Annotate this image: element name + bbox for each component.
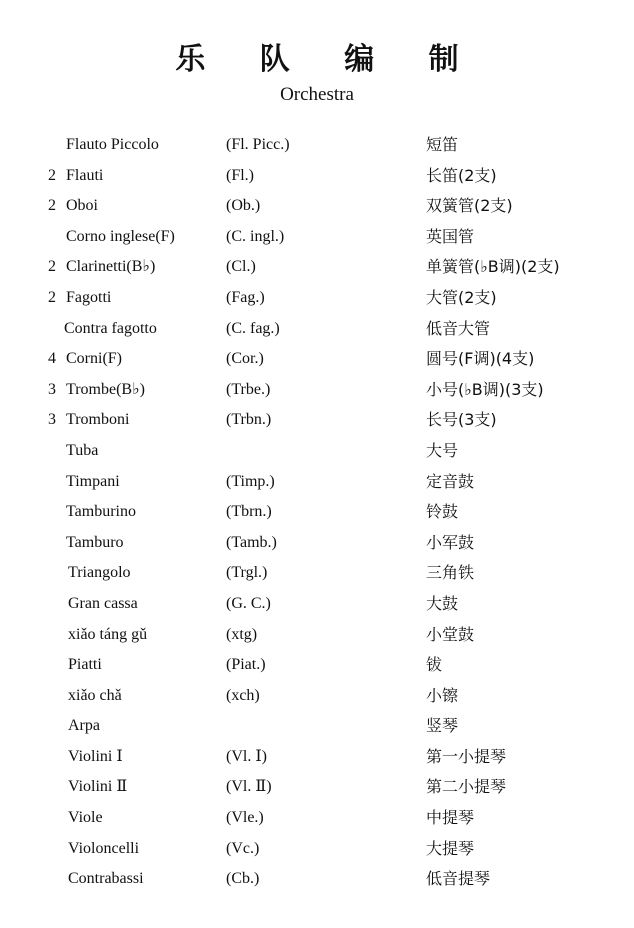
instrument-abbreviation: (C. fag.): [226, 319, 280, 337]
instrument-abbreviation: (Ob.): [226, 197, 261, 215]
instrument-name: xiǎo táng gǔ: [68, 625, 148, 643]
instrument-row: [0, 405, 634, 436]
instrument-row: [0, 130, 634, 161]
instrument-name: Contrabassi: [68, 870, 144, 888]
instrument-row: [0, 742, 634, 773]
instrument-name: Violini Ⅱ: [68, 778, 128, 796]
instrument-chinese-name: 小镲: [426, 685, 459, 705]
instrument-row: [0, 864, 634, 895]
instrument-name: Clarinetti(B♭): [66, 258, 156, 276]
instrument-abbreviation: (Tamb.): [226, 533, 277, 551]
instrument-row: [0, 497, 634, 528]
instrument-list: [0, 130, 634, 895]
instrument-row: [0, 834, 634, 865]
instrument-abbreviation: (Vl. Ⅰ): [226, 747, 267, 765]
instrument-chinese-name: 圆号(F调)(4支): [426, 349, 535, 369]
instrument-name: xiǎo chǎ: [68, 686, 122, 704]
instrument-name: Oboi: [66, 197, 98, 215]
instrument-abbreviation: (Fl. Picc.): [226, 136, 290, 153]
instrument-chinese-name: 竖琴: [426, 716, 459, 736]
instrument-abbreviation: (G. C.): [226, 594, 271, 612]
instrument-name: Timpani: [66, 472, 120, 490]
instrument-chinese-name: 定音鼓: [426, 471, 475, 491]
instrument-row: [0, 252, 634, 283]
instrument-chinese-name: 大鼓: [426, 593, 459, 613]
instrument-row: [0, 711, 634, 742]
instrument-row: [0, 620, 634, 651]
instrument-abbreviation: (Cor.): [226, 350, 264, 368]
instrument-chinese-name: 大管(2支): [426, 287, 497, 307]
instrument-chinese-name: 英国管: [426, 226, 475, 246]
instrument-chinese-name: 钹: [426, 655, 443, 675]
instrument-row: [0, 772, 634, 803]
instrument-row: [0, 314, 634, 345]
instrument-abbreviation: (Cb.): [226, 870, 260, 888]
instrument-name: Trombe(B♭): [66, 380, 145, 398]
instrument-row: [0, 681, 634, 712]
instrument-chinese-name: 单簧管(♭B调)(2支): [426, 257, 560, 277]
instrument-count: 4: [48, 350, 56, 368]
instrument-chinese-name: 三角铁: [426, 563, 475, 583]
instrument-chinese-name: 小堂鼓: [426, 624, 475, 644]
instrument-abbreviation: (Vl. Ⅱ): [226, 778, 272, 796]
instrument-row: [0, 436, 634, 467]
instrument-name: Arpa: [68, 717, 100, 735]
instrument-name: Flauti: [66, 166, 104, 184]
instrument-row: [0, 467, 634, 498]
instrument-chinese-name: 低音大管: [426, 318, 491, 338]
instrument-count: 2: [48, 258, 56, 276]
instrument-name: Piatti: [68, 656, 102, 674]
instrument-abbreviation: (Trbe.): [226, 380, 271, 398]
page-title: 乐 队 编 制: [175, 42, 481, 77]
instrument-chinese-name: 第二小提琴: [426, 777, 507, 797]
instrument-name: Fagotti: [66, 288, 112, 306]
instrument-chinese-name: 大提琴: [426, 838, 475, 858]
page-subtitle: Orchestra: [280, 84, 354, 105]
instrument-row: [0, 191, 634, 222]
instrument-abbreviation: (xtg): [226, 625, 258, 643]
instrument-abbreviation: (Cl.): [226, 258, 256, 276]
instrument-name: Corno inglese(F): [66, 227, 175, 245]
instrument-name: Violini Ⅰ: [68, 747, 123, 765]
instrument-count: 2: [48, 288, 56, 306]
instrument-name: Triangolo: [68, 564, 131, 582]
instrument-count: 2: [48, 166, 56, 184]
instrument-abbreviation: (C. ingl.): [226, 227, 285, 245]
instrument-abbreviation: (Timp.): [226, 472, 275, 490]
instrument-name: Tromboni: [66, 411, 130, 429]
instrument-chinese-name: 短笛: [426, 135, 459, 154]
instrument-chinese-name: 小号(♭B调)(3支): [426, 379, 544, 399]
instrument-name: Corni(F): [66, 350, 122, 368]
instrument-name: Tamburo: [66, 533, 124, 551]
instrument-row: [0, 375, 634, 406]
instrument-name: Gran cassa: [68, 594, 138, 612]
instrument-chinese-name: 铃鼓: [426, 502, 459, 522]
instrument-row: [0, 558, 634, 589]
instrument-chinese-name: 长笛(2支): [426, 165, 497, 185]
instrument-name: Tamburino: [66, 503, 136, 521]
instrument-row: [0, 283, 634, 314]
instrument-abbreviation: (Fag.): [226, 288, 265, 306]
instrument-abbreviation: (Vc.): [226, 839, 260, 857]
instrument-row: [0, 528, 634, 559]
instrument-row: [0, 650, 634, 681]
instrument-abbreviation: (xch): [226, 686, 260, 704]
instrument-count: 3: [48, 380, 56, 398]
instrument-row: [0, 344, 634, 375]
instrument-name: Flauto Piccolo: [66, 136, 159, 153]
instrument-name: Contra fagotto: [64, 319, 157, 337]
instrument-name: Violoncelli: [68, 839, 140, 857]
instrument-count: 2: [48, 197, 56, 215]
instrument-abbreviation: (Fl.): [226, 166, 254, 184]
instrument-name: Viole: [68, 809, 103, 827]
instrument-abbreviation: (Piat.): [226, 656, 266, 674]
instrument-chinese-name: 长号(3支): [426, 410, 497, 430]
instrument-row: [0, 589, 634, 620]
instrument-chinese-name: 小军鼓: [426, 532, 475, 552]
instrument-row: [0, 161, 634, 192]
instrument-abbreviation: (Trbn.): [226, 411, 272, 429]
instrument-chinese-name: 中提琴: [426, 808, 475, 828]
instrument-abbreviation: (Tbrn.): [226, 503, 272, 521]
instrument-chinese-name: 大号: [426, 440, 459, 460]
instrument-abbreviation: (Trgl.): [226, 564, 268, 582]
instrument-row: [0, 803, 634, 834]
instrument-count: 3: [48, 411, 56, 429]
instrument-chinese-name: 双簧管(2支): [426, 196, 513, 216]
instrument-chinese-name: 第一小提琴: [426, 746, 507, 766]
instrument-name: Tuba: [66, 441, 99, 459]
instrument-row: [0, 222, 634, 253]
instrument-abbreviation: (Vle.): [226, 809, 264, 827]
instrument-chinese-name: 低音提琴: [426, 869, 491, 889]
